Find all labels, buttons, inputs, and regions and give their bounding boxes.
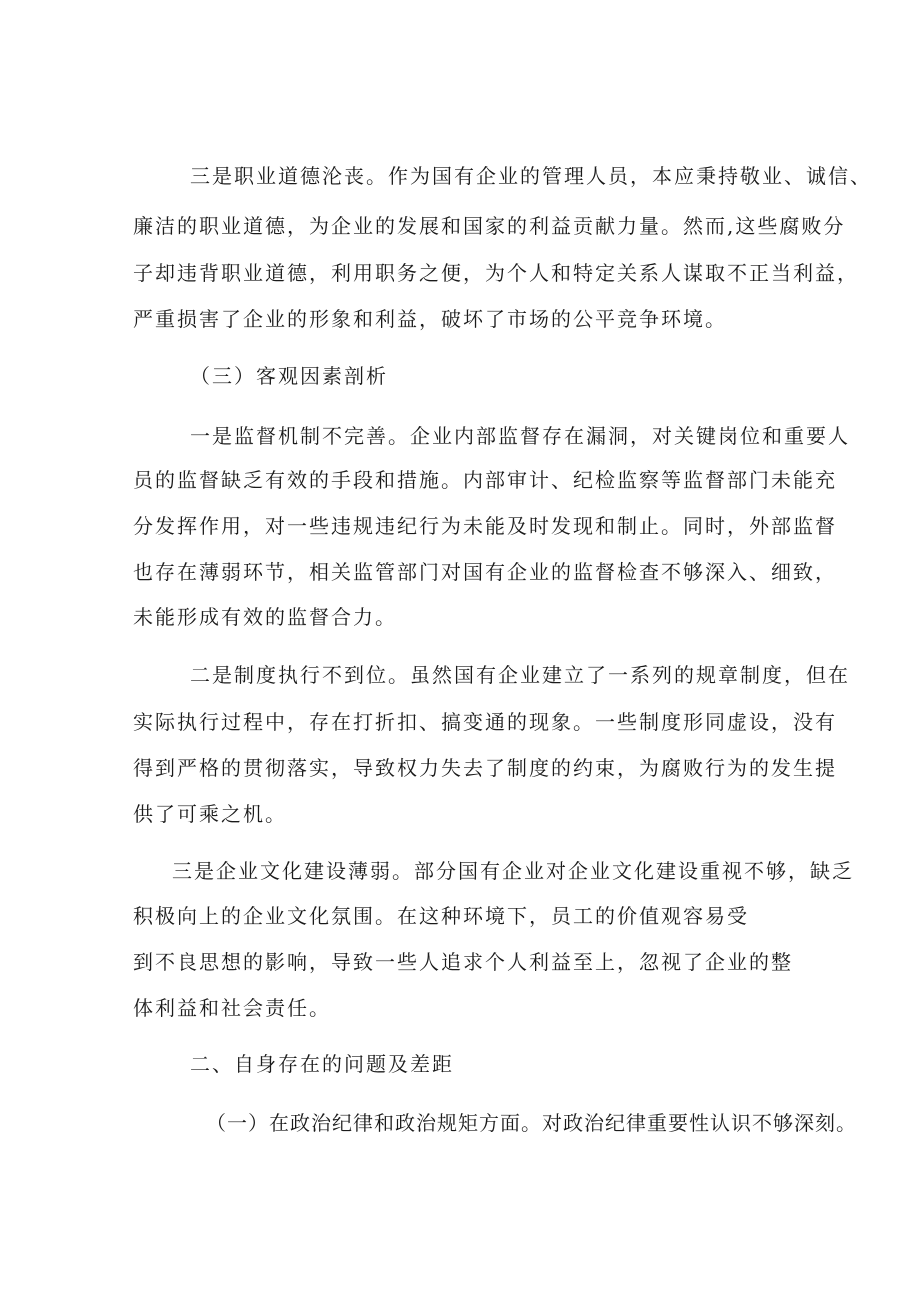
para2-line-3: 分发挥作用，对一些违规违纪行为未能及时发现和制止。同时，外部监督 [133, 514, 837, 538]
section3-heading: （三）客观因素剖析 [190, 364, 388, 388]
para3-line-3: 得到严格的贯彻落实，导致权力失去了制度的约束，为腐败行为的发生提 [133, 756, 837, 780]
subsection1-line: （一）在政治纪律和政治规矩方面。对政治纪律重要性认识不够深刻。 [206, 1111, 857, 1135]
para2-line-1: 一是监督机制不完善。企业内部监督存在漏洞，对关键岗位和重要人 [190, 424, 850, 448]
para1-line-3: 子却违背职业道德，利用职务之便，为个人和特定关系人谋取不正当利益， [133, 261, 859, 285]
part2-heading: 二、自身存在的问题及差距 [190, 1052, 454, 1076]
para3-line-1: 二是制度执行不到位。虽然国有企业建立了一系列的规章制度，但在 [190, 663, 850, 687]
para1-line-1: 三是职业道德沦丧。作为国有企业的管理人员，本应秉持敬业、诚信、 [190, 164, 872, 188]
para1-line-4: 严重损害了企业的形象和利益，破坏了市场的公平竞争环境。 [133, 307, 727, 331]
para4-line-1: 三是企业文化建设薄弱。部分国有企业对企业文化建设重视不够，缺乏 [172, 859, 854, 883]
para4-line-3: 到不良思想的影响，导致一些人追求个人利益至上，忽视了企业的整 [133, 950, 793, 974]
para4-line-2: 积极向上的企业文化氛围。在这种环境下，员工的价值观容易受 [133, 904, 749, 928]
para1-line-2: 廉洁的职业道德，为企业的发展和国家的利益贡献力量。然而,这些腐败分 [133, 214, 846, 238]
para3-line-4: 供了可乘之机。 [133, 802, 287, 826]
para2-line-4: 也存在薄弱环节，相关监管部门对国有企业的监督检查不够深入、细致， [133, 560, 837, 584]
para2-line-5: 未能形成有效的监督合力。 [133, 605, 397, 629]
para2-line-2: 员的监督缺乏有效的手段和措施。内部审计、纪检监察等监督部门未能充 [133, 468, 837, 492]
para4-line-4: 体利益和社会责任。 [133, 996, 331, 1020]
para3-line-2: 实际执行过程中，存在打折扣、搞变通的现象。一些制度形同虚设，没有 [133, 710, 837, 734]
